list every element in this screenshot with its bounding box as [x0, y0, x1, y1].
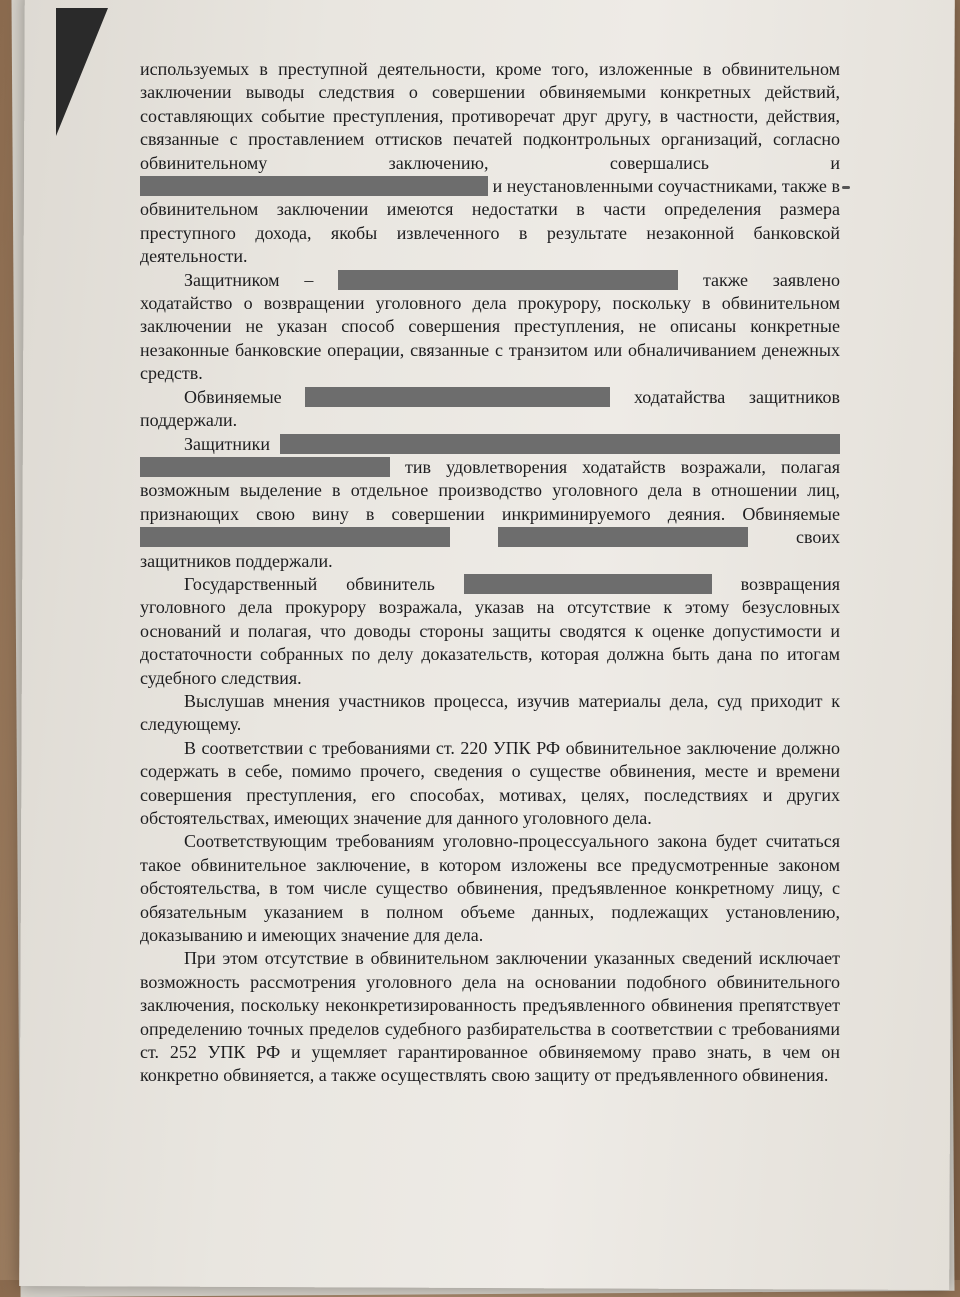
redaction: [498, 527, 748, 547]
paragraph-8: Соответствующим требованиям уголовно-процессуального закона будет считаться такое обвинительное заключение, в котором изложены все предусмотренные законом обстоятельства, в том числе существо обвинения, предъявленное конкретному лицу, с обязательным указанием в полном объеме данных, подлежащих установлению, доказыванию и имеющих значение для дела.: [140, 831, 840, 946]
document-body: [140, 58, 840, 1088]
redaction: [338, 270, 678, 290]
paragraph-6: Выслушав мнения участников процесса, изучив материалы дела, суд приходит к следующему.: [140, 690, 840, 735]
redaction: [140, 176, 488, 196]
paragraph-1: используемых в преступной деятельности, кроме того, изложенные в обвинительном заключении выводы следствия о совершении обвиняемыми конкретных действий, составляющих событие преступления, противоречат друг другу, в частности, действия, связанные с проставлением оттисков печатей подконтрольных организаций, согласно обвинительному заключению, совершались и и неустановленными соучастниками, также в обвинительном заключении имеются недостатки в части определения размера преступного дохода, якобы извлеченного в результате незаконной банковской деятельности.: [140, 59, 840, 267]
redaction: [464, 574, 712, 594]
paragraph-5: Государственный обвинитель возвращения уголовного дела прокурору возражала, указав на отсутствие к этому безусловных оснований и полагая, что доводы стороны защиты сводятся к оценке допустимости и достаточности собранных по делу доказательств, которая должна быть дана по итогам судебного следствия.: [140, 573, 841, 688]
paragraph-4: Защитники тив удовлетворения ходатайств возражали, полагая возможным выделение в отдельное производство уголовного дела в отношении лиц, признающих свою вину в совершении инкриминируемого деяния. Обвиняемые своих защитников поддержали.: [140, 433, 840, 571]
redaction: [140, 457, 390, 477]
redaction: [280, 434, 840, 454]
redaction: [140, 527, 450, 547]
paragraph-3: Обвиняемые ходатайства защитников поддержали.: [140, 386, 840, 431]
paragraph-2: Защитником – также заявлено ходатайство о возвращении уголовного дела прокурору, поскольку в обвинительном заключении не указан способ совершения преступления, не описаны конкретные незаконные банковские операции, связанные с транзитом или обналичиванием денежных средств.: [140, 269, 841, 384]
paragraph-7: В соответствии с требованиями ст. 220 УПК РФ обвинительное заключение должно содержать в себе, помимо прочего, сведения о существе обвинения, месте и времени совершения преступления, его способах, мотивах, целях, последствиях и других обстоятельствах, имеющих значение для данного уголовного дела.: [140, 737, 840, 828]
redaction: [305, 387, 610, 407]
paper-speck: [842, 186, 850, 189]
corner-mark: [56, 8, 108, 136]
paragraph-9: При этом отсутствие в обвинительном заключении указанных сведений исключает возможность рассмотрения уголовного дела на основании подобного обвинительного заключения, поскольку неконкретизированность предъявленного обвинения препятствует определению точных пределов судебного разбирательства в соответствии с требованиями ст. 252 УПК РФ и ущемляет гарантированное обвиняемому право знать, в чем он конкретно обвиняется, а также осуществлять свою защиту от предъявленного обвинения.: [140, 948, 840, 1086]
